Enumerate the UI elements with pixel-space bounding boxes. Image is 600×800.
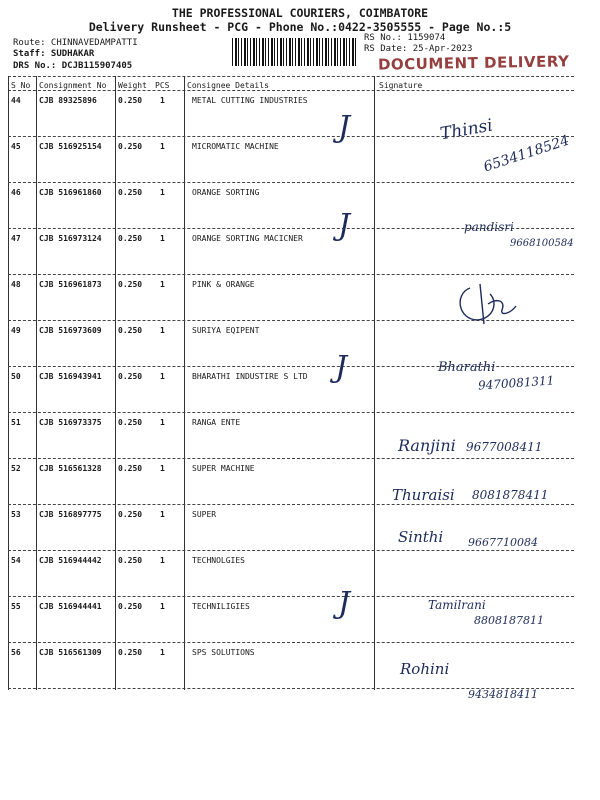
row-weight: 0.250 (118, 234, 143, 243)
row-consignment-no: CJB 516973609 (39, 326, 102, 335)
barcode-image (232, 38, 358, 66)
row-consignment-no: CJB 516897775 (39, 510, 102, 519)
row-weight: 0.250 (118, 648, 143, 657)
phone-row-47: 9668100584 (510, 238, 574, 249)
row-consignment-no: CJB 516561328 (39, 464, 102, 473)
phone-row-55: 8808187811 (474, 614, 544, 627)
row-pcs: 1 (160, 602, 165, 611)
row-consignee: MICROMATIC MACHINE (192, 142, 279, 151)
phone-row-52: 8081878411 (472, 488, 549, 502)
tick-mark: J (338, 110, 351, 145)
row-sno: 45 (11, 142, 21, 151)
signature-row-45: Thinsi (438, 115, 495, 145)
row-weight: 0.250 (118, 142, 143, 151)
row-pcs: 1 (160, 326, 165, 335)
row-divider (8, 642, 574, 643)
phone-row-45: 6534118524 (481, 132, 572, 176)
col-header-sno: S No (11, 81, 31, 90)
runsheet-subtitle: Delivery Runsheet - PCG - Phone No.:0422-3505555 - Page No.:5 (88, 20, 512, 34)
row-pcs: 1 (160, 510, 165, 519)
signature-row-53: Sinthi (398, 528, 444, 546)
row-weight: 0.250 (118, 372, 143, 381)
row-consignee: TECHNILIGIES (192, 602, 250, 611)
row-pcs: 1 (160, 648, 165, 657)
row-pcs: 1 (160, 96, 165, 105)
table-top-rule (8, 76, 574, 77)
row-consignee: SURIYA EQIPENT (192, 326, 260, 335)
row-sno: 47 (11, 234, 21, 243)
row-consignment-no: CJB 516943941 (39, 372, 102, 381)
row-sno: 56 (11, 648, 21, 657)
signature-row-48 (450, 280, 520, 326)
row-weight: 0.250 (118, 326, 143, 335)
table-header-rule (8, 90, 574, 91)
document-delivery-stamp: DOCUMENT DELIVERY (377, 52, 570, 74)
row-consignment-no: CJB 516561309 (39, 648, 102, 657)
row-weight: 0.250 (118, 510, 143, 519)
drs-number: DRS No.: DCJB115907405 (13, 61, 133, 71)
row-pcs: 1 (160, 556, 165, 565)
rs-number: RS No.: 1159074 (364, 33, 446, 43)
row-consignment-no: CJB 516925154 (39, 142, 102, 151)
row-pcs: 1 (160, 142, 165, 151)
signature-row-51: Ranjini (398, 436, 456, 455)
tick-mark: J (338, 586, 351, 621)
row-divider (8, 458, 574, 459)
signature-row-52: Thuraisi (392, 486, 455, 504)
row-consignee: SPS SOLUTIONS (192, 648, 255, 657)
col-header-consignee: Consignee Details (187, 81, 269, 90)
row-pcs: 1 (160, 234, 165, 243)
row-consignee: METAL CUTTING INDUSTRIES (192, 96, 308, 105)
row-divider (8, 274, 574, 275)
row-consignment-no: CJB 516944441 (39, 602, 102, 611)
col-header-pcs: PCS (155, 81, 170, 90)
row-weight: 0.250 (118, 188, 143, 197)
row-consignee: BHARATHI INDUSTIRE S LTD (192, 372, 308, 381)
row-weight: 0.250 (118, 556, 143, 565)
row-consignment-no: CJB 516961873 (39, 280, 102, 289)
row-consignee: SUPER MACHINE (192, 464, 255, 473)
rs-date: RS Date: 25-Apr-2023 (364, 44, 473, 54)
row-consignment-no: CJB 516973124 (39, 234, 102, 243)
row-pcs: 1 (160, 280, 165, 289)
row-consignee: TECHNOLGIES (192, 556, 245, 565)
row-consignment-no: CJB 516944442 (39, 556, 102, 565)
phone-row-53: 9667710084 (468, 536, 538, 549)
row-sno: 53 (11, 510, 21, 519)
row-weight: 0.250 (118, 602, 143, 611)
staff-label: Staff: SUDHAKAR (13, 49, 95, 59)
row-sno: 44 (11, 96, 21, 105)
col-header-weight: Weight (118, 81, 147, 90)
row-pcs: 1 (160, 188, 165, 197)
col-header-consignment: Consignment No (39, 81, 107, 90)
phone-row-56: 9434818411 (468, 688, 538, 701)
tick-mark: J (335, 350, 348, 385)
row-consignee: SUPER (192, 510, 217, 519)
row-weight: 0.250 (118, 96, 143, 105)
row-consignment-no: CJB 516973375 (39, 418, 102, 427)
row-divider (8, 412, 574, 413)
phone-row-51: 9677008411 (466, 440, 543, 454)
table-row (8, 644, 574, 690)
row-sno: 48 (11, 280, 21, 289)
row-weight: 0.250 (118, 418, 143, 427)
row-consignee: PINK & ORANGE (192, 280, 255, 289)
col-header-signature: Signature (379, 81, 423, 90)
row-divider (8, 596, 574, 597)
table-row (8, 230, 574, 276)
row-divider (8, 550, 574, 551)
signature-row-55: Tamilrani (428, 598, 486, 612)
company-title: THE PROFESSIONAL COURIERS, COIMBATORE (171, 6, 429, 20)
signature-row-50: Bharathi (438, 360, 496, 375)
row-pcs: 1 (160, 464, 165, 473)
row-consignment-no: CJB 516961860 (39, 188, 102, 197)
row-sno: 52 (11, 464, 21, 473)
tick-mark: J (338, 208, 351, 243)
row-sno: 51 (11, 418, 21, 427)
row-consignee: ORANGE SORTING (192, 188, 260, 197)
row-pcs: 1 (160, 418, 165, 427)
row-divider (8, 504, 574, 505)
row-consignee: ORANGE SORTING MACICNER (192, 234, 303, 243)
row-sno: 55 (11, 602, 21, 611)
row-divider (8, 182, 574, 183)
row-sno: 49 (11, 326, 21, 335)
row-consignment-no: CJB 89325896 (39, 96, 97, 105)
table-row (8, 552, 574, 598)
route-label: Route: CHINNAVEDAMPATTI (13, 38, 138, 48)
row-weight: 0.250 (118, 280, 143, 289)
row-sno: 46 (11, 188, 21, 197)
row-sno: 54 (11, 556, 21, 565)
row-pcs: 1 (160, 372, 165, 381)
row-weight: 0.250 (118, 464, 143, 473)
row-consignee: RANGA ENTE (192, 418, 241, 427)
signature-row-47: pandisri (464, 220, 514, 234)
phone-row-50: 9470081311 (477, 373, 555, 393)
signature-row-56: Rohini (400, 660, 450, 678)
row-sno: 50 (11, 372, 21, 381)
